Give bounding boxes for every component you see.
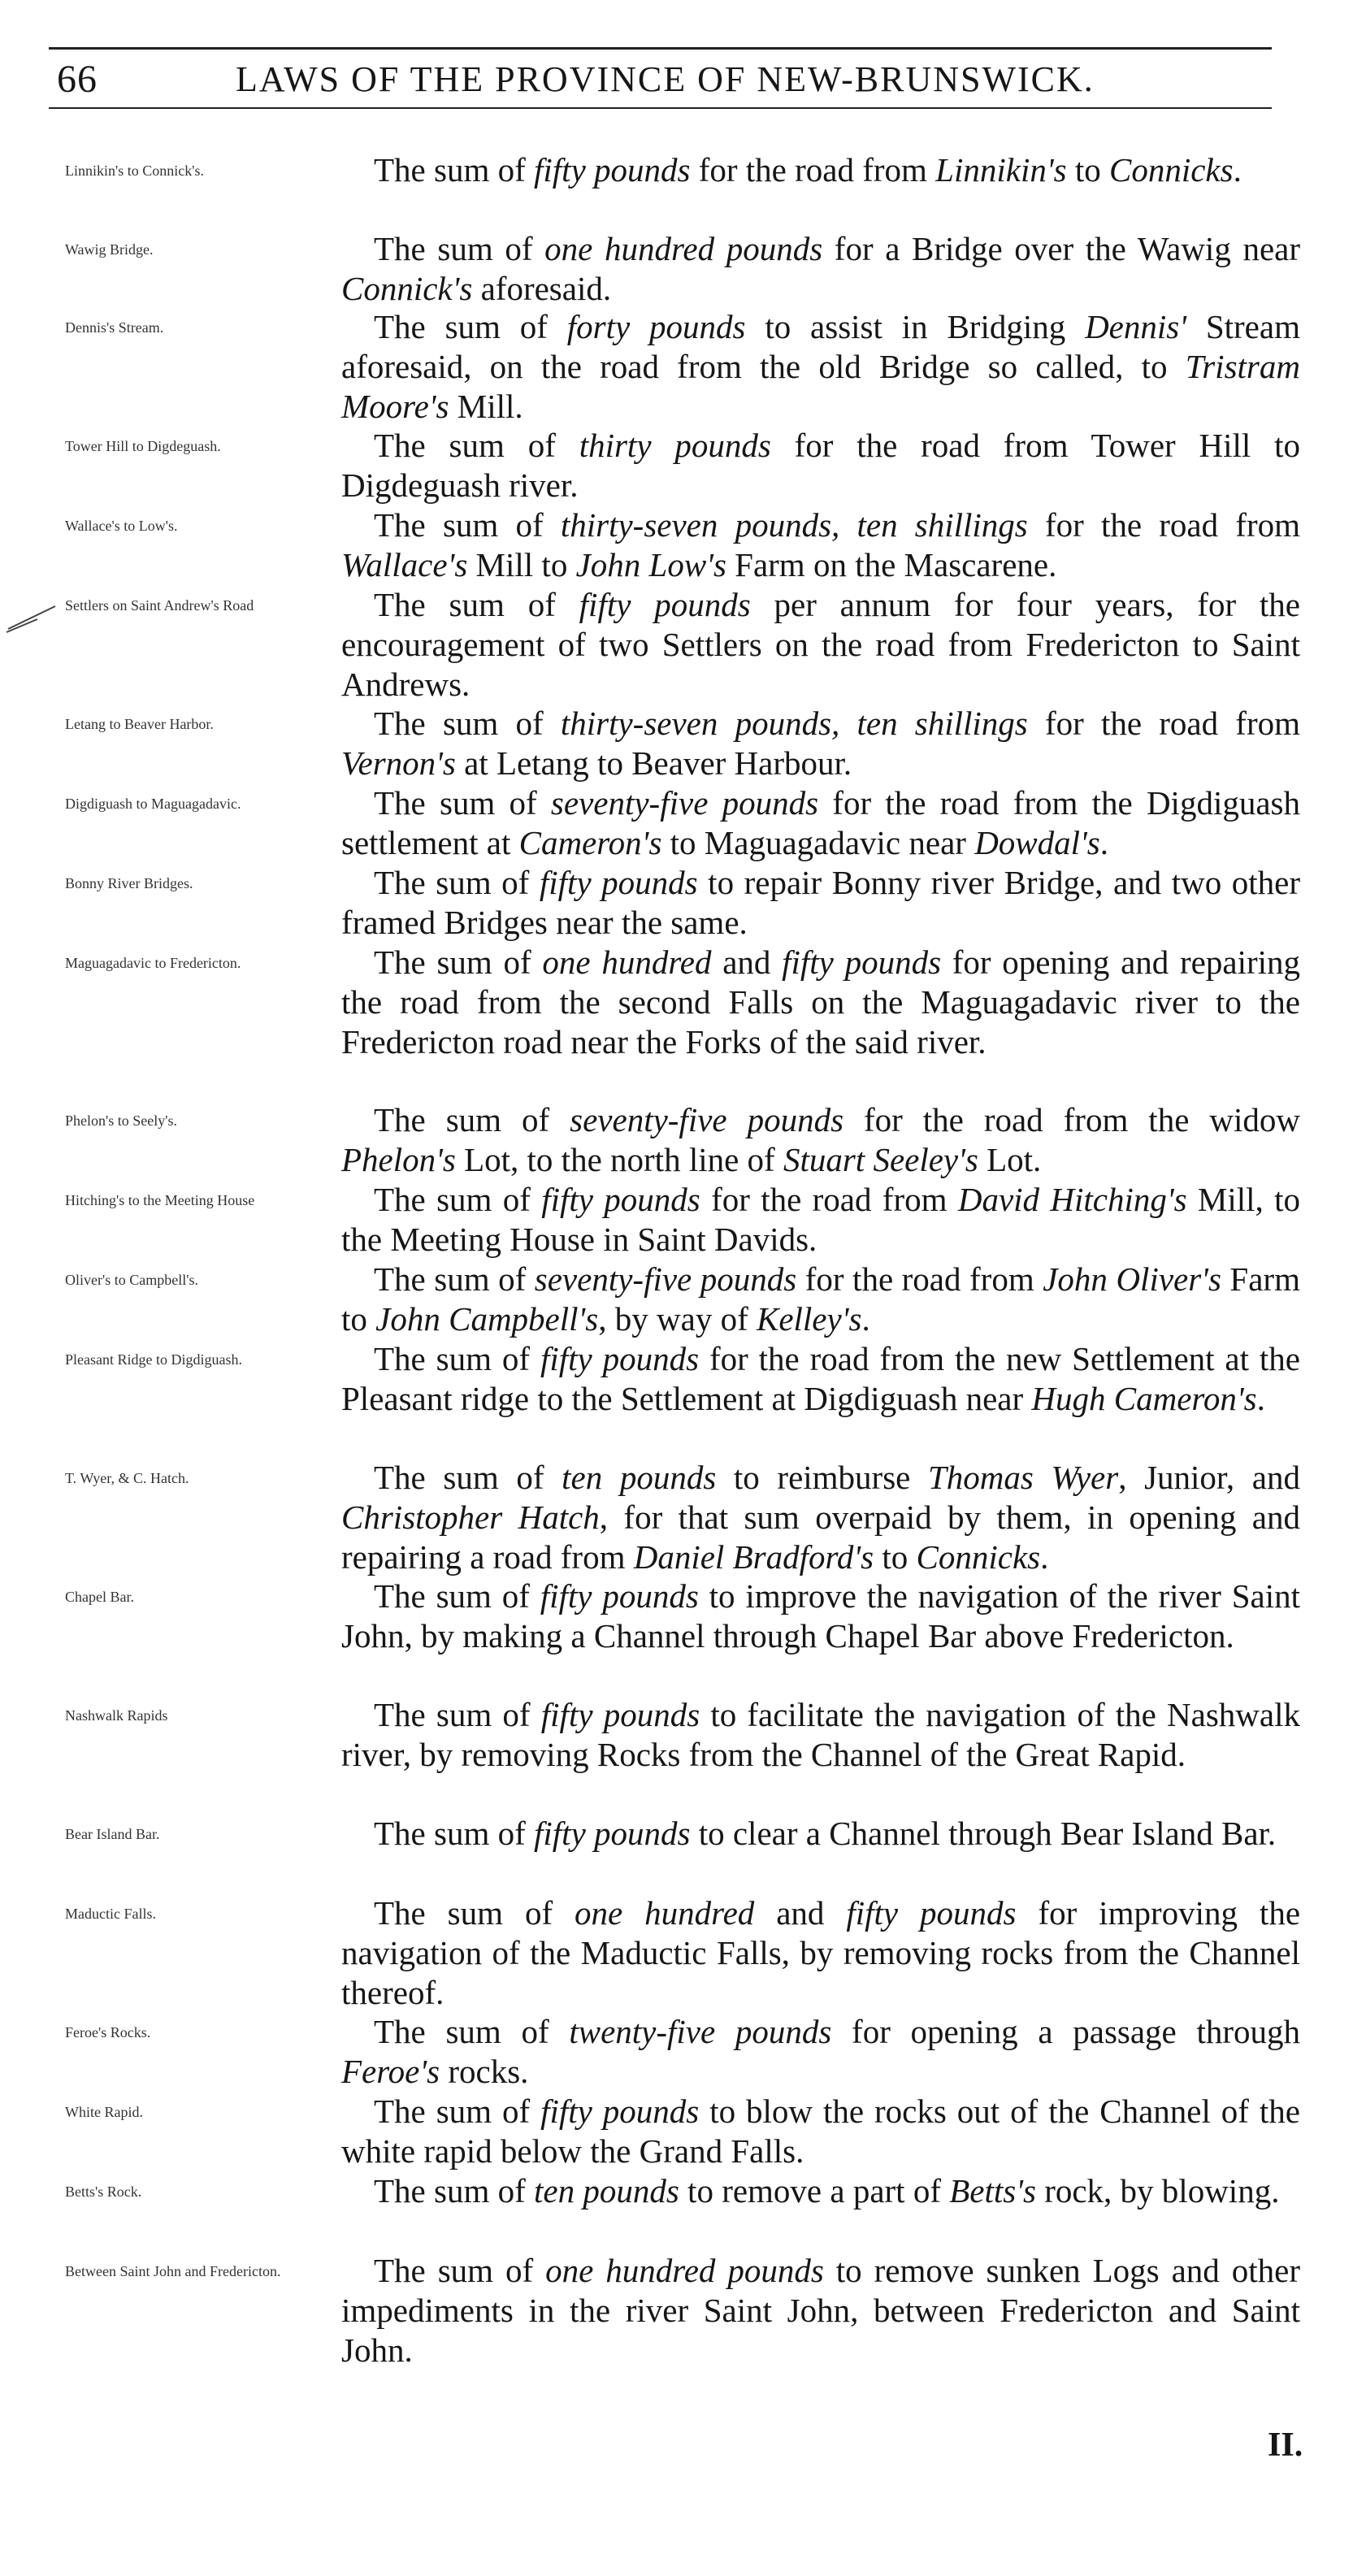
italic-run: Christopher Hatch — [341, 1498, 600, 1536]
text-run: per annum for four years, for the encouragement of two Settlers on the road from Fredericton to Saint Andrews. — [341, 586, 1301, 703]
text-run: , by way of — [598, 1300, 757, 1338]
italic-run: Tristram Moore's — [341, 348, 1300, 425]
header-rule-bottom — [49, 107, 1272, 109]
marginal-note: Bear Island Bar. — [65, 1826, 160, 1842]
marginal-note: Chapel Bar. — [65, 1589, 134, 1605]
text-run: The sum of — [374, 1260, 535, 1298]
text-run: Lot, to the north line of — [455, 1141, 783, 1178]
text-run: rocks. — [440, 2053, 529, 2090]
text-run: for a Bridge over the Wawig near — [822, 230, 1300, 267]
italic-run: Feroe's — [341, 2053, 440, 2090]
text-run: The sum of — [374, 1577, 540, 1615]
entry-text — [341, 1893, 1300, 2013]
catchword: II. — [1268, 2426, 1303, 2464]
text-run: The sum of — [374, 1894, 575, 1932]
entry-text — [341, 585, 1300, 705]
italic-run: Connicks — [916, 1538, 1041, 1576]
italic-run: thirty-seven pounds, ten shillings — [560, 506, 1028, 544]
italic-run: Vernon's — [341, 744, 456, 782]
italic-run: fifty pounds — [846, 1894, 1017, 1932]
italic-run: ten pounds — [534, 2172, 679, 2210]
italic-run: one hundred — [542, 943, 712, 981]
text-run: Mill. — [449, 388, 523, 425]
text-run: . — [1233, 151, 1242, 189]
italic-run: fifty pounds — [534, 1815, 691, 1852]
marginal-note: Linnikin's to Connick's. — [65, 163, 204, 179]
italic-run: John Low's — [575, 546, 726, 583]
italic-run: Phelon's — [341, 1141, 456, 1178]
italic-run: fifty pounds — [540, 1696, 700, 1733]
text-run: The sum of — [374, 1181, 542, 1218]
italic-run: thirty-seven pounds, ten shillings — [560, 705, 1028, 742]
text-run: The sum of — [374, 586, 579, 623]
marginal-note: Dennis's Stream. — [65, 319, 164, 336]
text-run: . — [861, 1300, 870, 1338]
entry-text — [341, 426, 1300, 505]
text-run: to improve the navigation of the river Saint John, by making a Channel through Chapel Bar above Fredericton. — [341, 1577, 1300, 1654]
italic-run: Hugh Cameron's — [1031, 1380, 1257, 1417]
italic-run: one hundred pounds — [545, 2252, 824, 2289]
text-run: Stream aforesaid, on the road from the old Bridge so called, to — [341, 308, 1300, 385]
italic-run: one hundred pounds — [544, 230, 823, 267]
italic-run: Dennis' — [1085, 308, 1186, 345]
text-run: The sum of — [374, 1696, 541, 1733]
entry-text — [341, 1814, 1300, 1854]
text-run: for opening and repairing the road from the second Falls on the Maguagadavic river to the Fredericton road near the Forks of the said river. — [341, 943, 1300, 1060]
marginal-note: Settlers on Saint Andrew's Road — [65, 597, 254, 614]
text-run: Farm on the Mascarene. — [726, 546, 1057, 583]
marginal-note: Feroe's Rocks. — [65, 2024, 151, 2040]
text-run: to — [1066, 151, 1109, 189]
text-run: The sum of — [374, 1459, 562, 1496]
text-run: for the road from Tower Hill to Digdeguash river. — [341, 427, 1300, 504]
italic-run: fifty pounds — [540, 1340, 700, 1377]
marginal-note: Wawig Bridge. — [65, 241, 154, 258]
entry-text — [341, 783, 1300, 863]
italic-run: Thomas Wyer — [927, 1459, 1119, 1496]
italic-run: seventy-five pounds — [534, 1260, 797, 1298]
running-header — [49, 47, 1272, 112]
marginal-note: Between Saint John and Fredericton. — [65, 2263, 281, 2279]
italic-run: fifty pounds — [579, 586, 751, 623]
marginal-note: Letang to Beaver Harbor. — [65, 716, 214, 732]
entry-text — [341, 2012, 1300, 2092]
entry-text — [341, 1100, 1300, 1180]
entry-text — [341, 863, 1300, 943]
italic-run: seventy-five pounds — [570, 1101, 844, 1138]
text-run: aforesaid. — [472, 270, 612, 307]
text-run: for opening a passage through — [831, 2013, 1300, 2050]
marginal-note: Nashwalk Rapids — [65, 1707, 168, 1724]
text-run: for the road from — [690, 151, 936, 189]
italic-run: Kelley's — [756, 1300, 862, 1338]
text-run: The sum of — [374, 1340, 540, 1377]
text-run: The sum of — [374, 308, 567, 345]
text-run: Lot. — [978, 1141, 1042, 1178]
text-run: The sum of — [374, 2092, 541, 2130]
italic-run: Betts's — [949, 2172, 1036, 2210]
entry-text — [341, 229, 1300, 309]
italic-run: fifty pounds — [534, 151, 691, 189]
entry-text — [341, 1695, 1300, 1775]
page-number: 66 — [57, 58, 98, 101]
entry-text — [341, 1576, 1300, 1656]
text-run: for the road from — [700, 1181, 958, 1218]
text-run: . — [1099, 824, 1109, 861]
text-run: for the road from — [1027, 705, 1300, 742]
text-run: for the road from the widow — [843, 1101, 1300, 1138]
italic-run: Stuart Seeley's — [783, 1141, 978, 1178]
entry-text — [341, 2092, 1300, 2171]
italic-run: John Campbell's — [375, 1300, 599, 1338]
header-rule-top — [49, 47, 1272, 50]
text-run: to facilitate the navigation of the Nashwalk river, by removing Rocks from the Channel of the Great Rapid. — [341, 1696, 1301, 1773]
marginal-note: T. Wyer, & C. Hatch. — [65, 1470, 189, 1486]
marginal-note: Hitching's to the Meeting House — [65, 1192, 255, 1208]
text-run: Mill to — [467, 546, 576, 583]
italic-run: fifty pounds — [782, 943, 942, 981]
text-run: The sum of — [374, 1101, 570, 1138]
text-run: for the road from the Digdiguash settlement at — [341, 784, 1300, 861]
text-run: Mill, to the Meeting House in Saint Davids. — [341, 1181, 1300, 1258]
entry-text — [341, 505, 1300, 585]
text-run: The sum of — [374, 1815, 534, 1852]
text-run: and — [754, 1894, 847, 1932]
italic-run: Daniel Bradford's — [633, 1538, 874, 1576]
text-run: . — [1256, 1380, 1265, 1417]
entry-text — [341, 307, 1300, 427]
italic-run: fifty pounds — [541, 1181, 700, 1218]
text-run: , for that sum overpaid by them, in opening and repairing a road from — [341, 1498, 1300, 1576]
italic-run: David Hitching's — [957, 1181, 1187, 1218]
marginal-note: Maductic Falls. — [65, 1906, 156, 1922]
italic-run: one hundred — [575, 1894, 755, 1932]
text-run: The sum of — [374, 427, 579, 464]
text-run: The sum of — [374, 2252, 546, 2289]
entry-text — [341, 2171, 1300, 2211]
italic-run: thirty pounds — [579, 427, 771, 464]
italic-run: Wallace's — [341, 546, 468, 583]
entry-text — [341, 1260, 1300, 1339]
marginal-note: Betts's Rock. — [65, 2184, 142, 2200]
italic-run: Dowdal's — [974, 824, 1100, 861]
text-run: The sum of — [374, 230, 545, 267]
italic-run: Connicks — [1108, 151, 1234, 189]
text-run: The sum of — [374, 943, 543, 981]
text-run: for the road from the new Settlement at the Pleasant ridge to the Settlement at Digdiguash near — [341, 1340, 1301, 1417]
text-run: , Junior, and — [1118, 1459, 1300, 1496]
marginal-note: Pleasant Ridge to Digdiguash. — [65, 1351, 242, 1368]
text-run: for improving the navigation of the Maductic Falls, by removing rocks from the Channel thereof. — [341, 1894, 1301, 2011]
italic-run: Linnikin's — [935, 151, 1067, 189]
text-run: to reimburse — [716, 1459, 928, 1496]
italic-run: seventy-five pounds — [550, 784, 819, 822]
text-run: to remove a part of — [679, 2172, 950, 2210]
marginal-note: Digdiguash to Maguagadavic. — [65, 796, 241, 812]
italic-run: fifty pounds — [539, 864, 698, 901]
running-title: LAWS OF THE PROVINCE OF NEW-BRUNSWICK. — [236, 59, 1095, 99]
marginal-note: Oliver's to Campbell's. — [65, 1272, 198, 1288]
text-run: The sum of — [374, 506, 561, 544]
marginal-note: Maguagadavic to Fredericton. — [65, 955, 241, 971]
text-run: to repair Bonny river Bridge, and two other framed Bridges near the same. — [341, 864, 1300, 941]
marginal-note: Wallace's to Low's. — [65, 518, 178, 534]
text-run: and — [711, 943, 783, 981]
text-run: The sum of — [374, 784, 551, 822]
text-run: The sum of — [374, 864, 540, 901]
italic-run: forty pounds — [566, 308, 746, 345]
text-run: for the road from — [796, 1260, 1043, 1298]
text-run: The sum of — [374, 2013, 570, 2050]
text-run: Farm to — [341, 1260, 1300, 1338]
italic-run: Connick's — [341, 270, 473, 307]
text-run: to clear a Channel through Bear Island Bar. — [690, 1815, 1277, 1852]
italic-run: ten pounds — [562, 1459, 717, 1496]
marginal-note: White Rapid. — [65, 2104, 143, 2120]
marginal-note: Phelon's to Seely's. — [65, 1112, 177, 1129]
entry-text — [341, 943, 1300, 1062]
italic-run: twenty-five pounds — [569, 2013, 832, 2050]
entry-text — [341, 2251, 1300, 2370]
text-run: to remove sunken Logs and other impediments in the river Saint John, between Fredericton and Saint John. — [341, 2252, 1300, 2369]
entry-text — [341, 1339, 1300, 1419]
marginal-note: Bonny River Bridges. — [65, 875, 193, 891]
text-run: The sum of — [374, 151, 534, 189]
text-run: rock, by blowing. — [1035, 2172, 1280, 2210]
text-run: for the road from — [1027, 506, 1300, 544]
text-run: The sum of — [374, 705, 561, 742]
entry-text — [341, 704, 1300, 783]
text-run: to Maguagadavic near — [661, 824, 975, 861]
text-run: The sum of — [374, 2172, 534, 2210]
entry-text — [341, 1180, 1300, 1260]
text-run: to assist in Bridging — [745, 308, 1086, 345]
text-run: at Letang to Beaver Harbour. — [455, 744, 852, 782]
italic-run: Cameron's — [518, 824, 662, 861]
margin-pen-mark — [5, 601, 62, 634]
italic-run: John Oliver's — [1043, 1260, 1221, 1298]
marginal-note: Tower Hill to Digdeguash. — [65, 438, 221, 454]
entry-text — [341, 150, 1300, 190]
text-run: to blow the rocks out of the Channel of the white rapid below the Grand Falls. — [341, 2092, 1300, 2170]
text-run: to — [874, 1538, 917, 1576]
text-run: . — [1040, 1538, 1049, 1576]
italic-run: fifty pounds — [540, 2092, 700, 2130]
italic-run: fifty pounds — [540, 1577, 699, 1615]
entry-text — [341, 1458, 1300, 1577]
